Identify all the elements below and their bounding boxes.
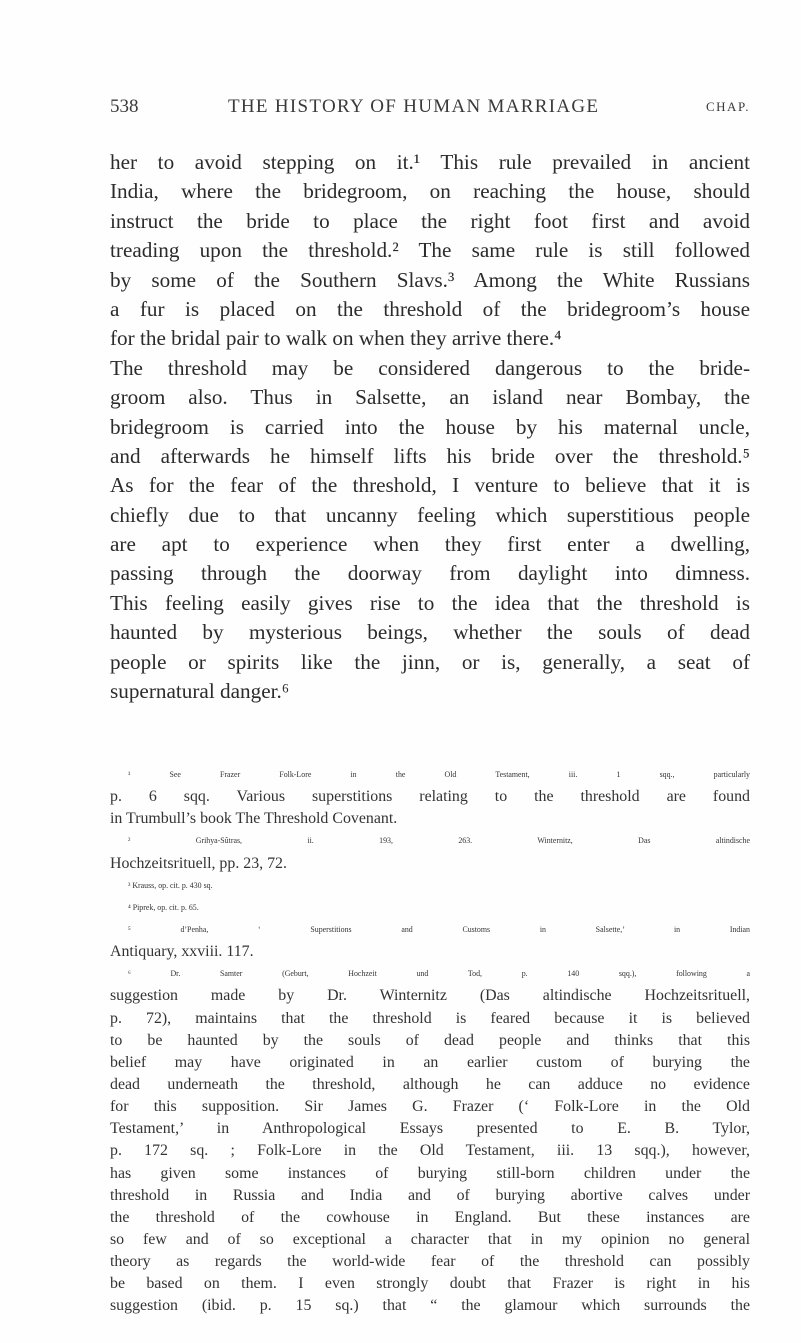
footnote-line: ² Grihya-Sûtras, ii. 193, 263. Winternitz, Das altindische — [128, 836, 750, 846]
body-line: a fur is placed on the threshold of the bridegroom’s house — [110, 296, 750, 321]
footnote-line: dead underneath the threshold, although he can adduce no evidence — [110, 1075, 750, 1093]
page-number: 538 — [110, 96, 139, 117]
running-title: THE HISTORY OF HUMAN MARRIAGE — [228, 96, 600, 117]
footnote-line: theory as regards the world-wide fear of the threshold can possibly — [110, 1253, 750, 1271]
body-line: bridegroom is carried into the house by his maternal uncle, — [110, 414, 750, 439]
body-line: by some of the Southern Slavs.³ Among the White Russians — [110, 267, 750, 292]
body-line: As for the fear of the threshold, I venture to believe that it is — [110, 473, 750, 498]
footnote-line: p. 6 sqq. Various superstitions relating to the threshold are found — [110, 788, 750, 806]
chapter-mark: CHAP. — [706, 99, 750, 114]
footnote-line: ⁶ Dr. Samter (Geburt, Hochzeit und Tod, p. 140 sqq.), following a — [128, 969, 750, 979]
body-line: supernatural danger.⁶ — [110, 679, 290, 704]
body-line: her to avoid stepping on it.¹ This rule prevailed in ancient — [110, 150, 750, 174]
footnote-line: belief may have originated in an earlier custom of burying the — [110, 1053, 750, 1071]
footnote-line: p. 72), maintains that the threshold is feared because it is believed — [110, 1009, 750, 1027]
footnote-line: ¹ See Frazer Folk-Lore in the Old Testament, iii. 1 sqq., particularly — [128, 770, 750, 779]
body-line: chiefly due to that uncanny feeling which superstitious people — [110, 502, 750, 527]
body-line: haunted by mysterious beings, whether the souls of dead — [110, 620, 750, 645]
footnote-line: ⁵ d’Penha, ‘ Superstitions and Customs in Salsette,’ in Indian — [128, 924, 750, 934]
footnote-line: Testament,’ in Anthropological Essays presented to E. B. Tylor, — [110, 1120, 750, 1138]
body-line: instruct the bride to place the right foot first and avoid — [110, 208, 750, 233]
footnote-line: ⁴ Piprek, op. cit. p. 65. — [128, 902, 199, 912]
footnote-line: for this supposition. Sir James G. Frazer (‘ Folk-Lore in the Old — [110, 1098, 750, 1116]
footnote-line: suggestion made by Dr. Winternitz (Das altindische Hochzeitsrituell, — [110, 987, 750, 1005]
footnote-line: p. 172 sq. ; Folk-Lore in the Old Testament, iii. 13 sqq.), however, — [110, 1142, 750, 1160]
footnote-line: suggestion (ibid. p. 15 sq.) that “ the glamour which surrounds the — [110, 1297, 750, 1315]
footnote-line: so few and of so exceptional a character that in my opinion no general — [110, 1230, 750, 1248]
footnote-line: in Trumbull’s book The Threshold Covenant. — [110, 810, 398, 828]
footnote-line: Hochzeitsrituell, pp. 23, 72. — [110, 854, 287, 872]
footnotes — [110, 764, 750, 1318]
footnote-line: has given some instances of burying still-born children under the — [110, 1164, 750, 1182]
footnote-line: the threshold of the cowhouse in England. But these instances are — [110, 1208, 750, 1226]
body-line: The threshold may be considered dangerous to the bride- — [110, 355, 750, 380]
body-line: and afterwards he himself lifts his bride over the threshold.⁵ — [110, 443, 750, 468]
body-line: groom also. Thus in Salsette, an island near Bombay, the — [110, 385, 750, 410]
body-line: for the bridal pair to walk on when they arrive there.⁴ — [110, 326, 562, 351]
footnote-line: to be haunted by the souls of dead people and thinks that this — [110, 1031, 750, 1049]
body-line: India, where the bridegroom, on reaching the house, should — [110, 179, 750, 204]
body-line: passing through the doorway from daylight into dimness. — [110, 561, 750, 586]
footnote-line: Antiquary, xxviii. 117. — [110, 943, 254, 961]
body-line: people or spirits like the jinn, or is, generally, a seat of — [110, 649, 750, 674]
body-line: are apt to experience when they first enter a dwelling, — [110, 532, 750, 557]
body-line: This feeling easily gives rise to the idea that the threshold is — [110, 590, 750, 615]
footnote-line: threshold in Russia and India and of burying abortive calves under — [110, 1186, 750, 1204]
main-text — [110, 148, 750, 706]
footnote-line: be based on them. I even strongly doubt that Frazer is right in his — [110, 1275, 750, 1293]
body-line: treading upon the threshold.² The same rule is still followed — [110, 238, 750, 263]
footnote-line: ³ Krauss, op. cit. p. 430 sq. — [128, 880, 213, 890]
running-header — [110, 96, 750, 124]
